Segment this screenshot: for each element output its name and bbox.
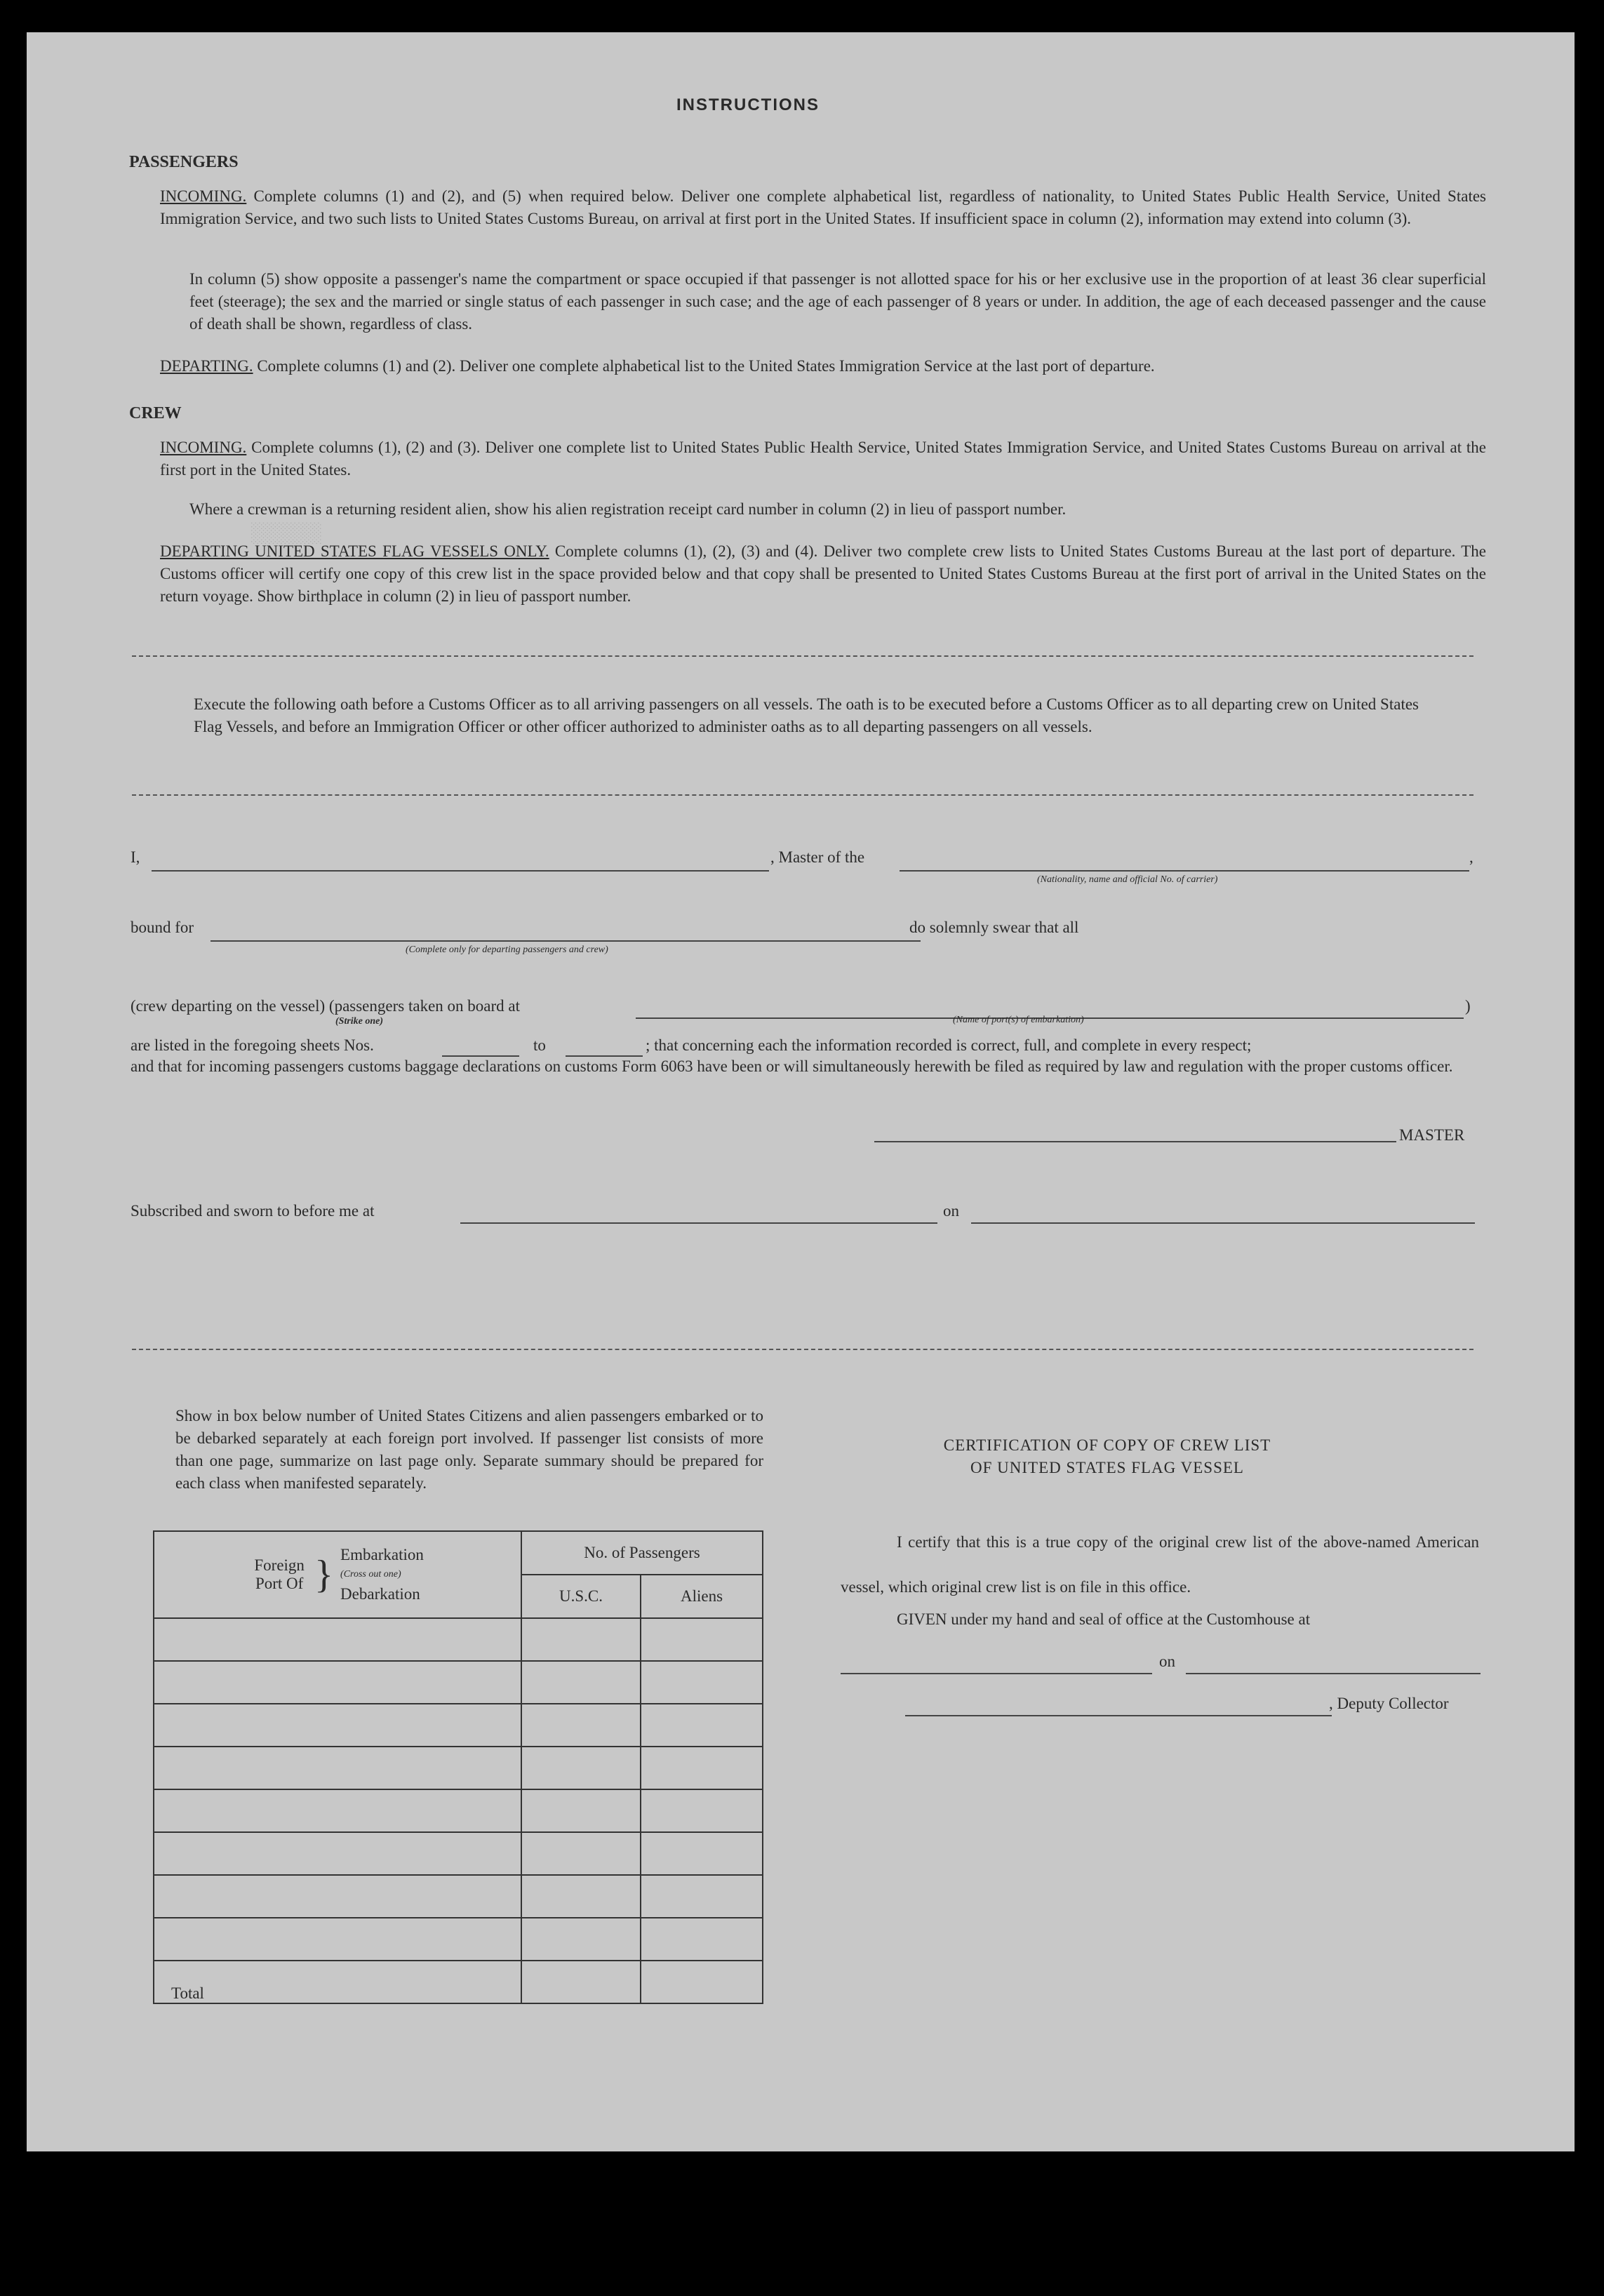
baggage-text: and that for incoming passengers customs baggage declarations on customs Form 6063 have been or will simultaneously herewith be filed as required by law and regulation with the proper customs officer. xyxy=(131,1057,1453,1075)
strike-one-caption: (Strike one) xyxy=(335,1016,384,1027)
master-label: MASTER xyxy=(1399,1126,1465,1144)
usc-cell[interactable] xyxy=(521,1832,641,1875)
port-cell[interactable] xyxy=(154,1661,521,1704)
passengers-incoming-label: INCOMING. xyxy=(160,187,247,205)
port-caption: (Name of port(s) of embarkation) xyxy=(953,1015,1084,1025)
crew-incoming-text: Complete columns (1), (2) and (3). Deliver one complete list to United States Public Health Service, United States Immigration Service, and United States Customs Bureau on arrival at the first port in the United States. xyxy=(160,439,1487,479)
bound-caption: (Complete only for departing passengers and crew) xyxy=(406,945,608,955)
crew-incoming-block xyxy=(160,436,1486,481)
certification-title xyxy=(806,1434,1409,1479)
usc-cell[interactable] xyxy=(521,1618,641,1661)
cert-date-line[interactable] xyxy=(1186,1673,1481,1674)
deputy-collector-label: , Deputy Collector xyxy=(1329,1695,1449,1712)
usc-cell[interactable] xyxy=(521,1704,641,1747)
oath-i-label: I, xyxy=(131,848,140,866)
bound-for-line[interactable] xyxy=(210,940,921,942)
passengers-departing-label: DEPARTING. xyxy=(160,357,253,375)
bound-for-label: bound for xyxy=(131,919,194,936)
usc-cell[interactable] xyxy=(521,1661,641,1704)
no-passengers-header: No. of Passengers xyxy=(521,1531,763,1575)
master-signature-line[interactable] xyxy=(874,1141,1396,1142)
bleed-through-text: ░░░░░░ xyxy=(251,523,322,545)
crew-departing-oath-text: (crew departing on the vessel) (passengers taken on board at xyxy=(131,997,520,1015)
cross-out-caption: (Cross out one) xyxy=(340,1569,401,1580)
total-label-cell xyxy=(154,1961,521,2003)
certification-title-line2: OF UNITED STATES FLAG VESSEL xyxy=(970,1459,1244,1476)
cert-on-label: on xyxy=(1159,1653,1175,1670)
customhouse-line[interactable] xyxy=(841,1673,1152,1674)
aliens-cell[interactable] xyxy=(641,1875,763,1918)
port-cell[interactable] xyxy=(154,1918,521,1961)
page-title: INSTRUCTIONS xyxy=(676,95,820,114)
aliens-total-cell[interactable] xyxy=(641,1961,763,2003)
crew-heading: CREW xyxy=(129,404,182,422)
aliens-header: Aliens xyxy=(641,1575,763,1618)
aliens-cell[interactable] xyxy=(641,1918,763,1961)
aliens-cell[interactable] xyxy=(641,1704,763,1747)
master-name-line[interactable] xyxy=(152,870,769,872)
aliens-cell[interactable] xyxy=(641,1661,763,1704)
close-paren: ) xyxy=(1465,997,1471,1015)
passengers-column5-text: In column (5) show opposite a passenger's name the compartment or space occupied if that passenger is not allotted space for his or her exclusive use in the proportion of at least 36 clear superficial feet (steerage); the sex and the married or single status of each passenger in such case; and the age of each passenger of 8 years or under. In addition, the age of each deceased passenger and the cause of death shall be shown, regardless of class. xyxy=(189,270,1486,333)
usc-header: U.S.C. xyxy=(521,1575,641,1618)
crew-resident-text: Where a crewman is a returning resident alien, show his alien registration receipt card number in column (2) in lieu of passport number. xyxy=(189,500,1067,518)
debarkation-label: Debarkation xyxy=(340,1585,420,1603)
passengers-incoming-block xyxy=(160,185,1486,230)
usc-cell[interactable] xyxy=(521,1875,641,1918)
sworn-on-label: on xyxy=(943,1202,959,1220)
crew-departing-text: Complete columns (1), (2), (3) and (4). Deliver two complete crew lists to United States Customs Bureau at the last port of departure. The Customs officer will certify one copy of this crew list in the space provided below and that copy shall be presented to United States Customs Bureau at the first port of arrival in the United States on the return voyage. Show birthplace in column (2) in lieu of passport number. xyxy=(160,542,1486,605)
passengers-heading: PASSENGERS xyxy=(129,153,239,171)
divider xyxy=(132,794,1473,796)
oath-instruction: Execute the following oath before a Customs Officer as to all arriving passengers on all vessels. The oath is to be executed before a Customs Officer as to all departing crew on United States Flag Vessels, and before an Immigration Officer or other officer authorized to administer oaths as to all departing passengers on all vessels. xyxy=(194,695,1419,735)
passengers-departing-text: Complete columns (1) and (2). Deliver one complete alphabetical list to the United States Immigration Service at the last port of departure. xyxy=(257,357,1155,375)
port-cell[interactable] xyxy=(154,1704,521,1747)
crew-incoming-label: INCOMING. xyxy=(160,439,247,456)
usc-cell[interactable] xyxy=(521,1747,641,1789)
given-text: GIVEN under my hand and seal of office at the Customhouse at xyxy=(897,1610,1311,1628)
listed-prefix: are listed in the foregoing sheets Nos. xyxy=(131,1036,374,1054)
passengers-departing-block xyxy=(160,355,1493,378)
summary-instruction: Show in box below number of United States Citizens and alien passengers embarked or to be debarked separately at each foreign port involved. If passenger list consists of more than one page, summarize on last page only. Separate summary should be prepared for each class when manifested separately. xyxy=(175,1407,763,1492)
aliens-cell[interactable] xyxy=(641,1789,763,1832)
swear-text: do solemnly swear that all xyxy=(909,919,1079,936)
deputy-signature-line[interactable] xyxy=(905,1715,1332,1716)
passengers-incoming-text: Complete columns (1) and (2), and (5) when required below. Deliver one complete alphabetical list, regardless of nationality, to United States Public Health Service, United States Immigration Service, and two such lists to United States Customs Bureau, on arrival at first port in the United States. If insufficient space in column (2), information may extend into column (3). xyxy=(160,187,1486,227)
aliens-cell[interactable] xyxy=(641,1618,763,1661)
aliens-cell[interactable] xyxy=(641,1832,763,1875)
embarkation-label: Embarkation xyxy=(340,1546,424,1563)
port-cell[interactable] xyxy=(154,1618,521,1661)
divider xyxy=(132,655,1473,657)
sworn-place-line[interactable] xyxy=(460,1222,937,1224)
comma: , xyxy=(1469,848,1473,866)
port-cell[interactable] xyxy=(154,1747,521,1789)
document-page xyxy=(27,32,1575,2151)
nationality-caption: (Nationality, name and official No. of carrier) xyxy=(1037,874,1218,885)
certification-title-line1: CERTIFICATION OF COPY OF CREW LIST xyxy=(943,1436,1271,1454)
crew-departing-label: DEPARTING UNITED STATES FLAG VESSELS ONLY. xyxy=(160,542,549,560)
foreign-port-label: Foreign Port Of xyxy=(254,1556,305,1592)
carrier-line[interactable] xyxy=(900,870,1469,872)
total-label: Total xyxy=(171,1984,204,2002)
sworn-date-line[interactable] xyxy=(971,1222,1475,1224)
listed-suffix: ; that concerning each the information recorded is correct, full, and complete in every respect; xyxy=(646,1036,1252,1054)
crew-departing-block xyxy=(160,540,1486,608)
divider xyxy=(132,1349,1473,1350)
usc-total-cell[interactable] xyxy=(521,1961,641,2003)
subscribed-label: Subscribed and sworn to before me at xyxy=(131,1202,375,1220)
usc-cell[interactable] xyxy=(521,1918,641,1961)
port-cell[interactable] xyxy=(154,1832,521,1875)
certify-text: I certify that this is a true copy of the original crew list of the above-named American vessel, which original crew list is on file in this office. xyxy=(841,1533,1479,1596)
port-cell[interactable] xyxy=(154,1789,521,1832)
to-label: to xyxy=(533,1036,546,1054)
usc-cell[interactable] xyxy=(521,1789,641,1832)
passenger-summary-table xyxy=(153,1530,763,2004)
aliens-cell[interactable] xyxy=(641,1747,763,1789)
oath-master-of-label: , Master of the xyxy=(770,848,865,866)
port-header-cell: Foreign Port Of } Embarkation (Cross out one) Debarkation xyxy=(154,1531,521,1618)
port-cell[interactable] xyxy=(154,1875,521,1918)
